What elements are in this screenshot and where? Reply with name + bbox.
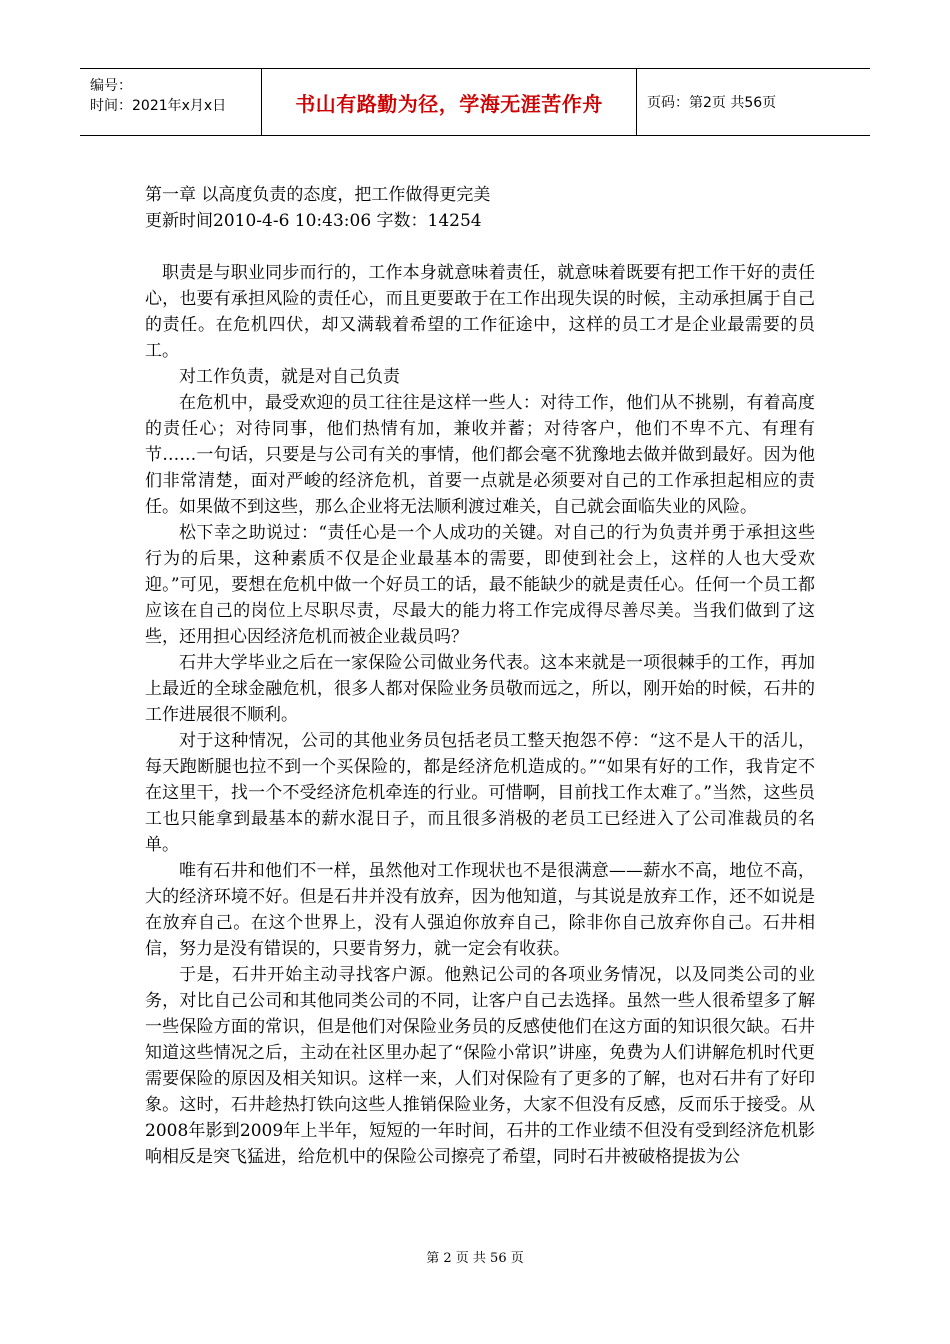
header-meta-cell (80, 69, 262, 135)
header-page-cell (637, 69, 870, 135)
section-heading: 对工作负责，就是对自己负责 (179, 367, 400, 387)
paragraph: 于是，石井开始主动寻找客户源。他熟记公司的各项业务情况，以及同类公司的业务，对比自己公司和其他同类公司的不同，让客户自己去选择。虽然一些人很希望多了解一些保险方面的常识，但是他们对保险业务员的反感使他们在这方面的知识很欠缺。石井知道这些情况之后，主动在社区里办起了“保险小常识”讲座，免费为人们讲解危机时代更需要保险的原因及相关知识。这样一来，人们对保险有了更多的了解，也对石井有了好印象。这时，石井趁热打铁向这些人推销保险业务，大家不但没有反感，反而乐于接受。从2008年影到2009年上半年，短短的一年时间，石井的工作业绩不但没有受到经济危机影响相反是突飞猛进，给危机中的保险公司擦亮了希望，同时石井被破格提拔为公 (145, 965, 815, 1167)
paragraph: 唯有石井和他们不一样，虽然他对工作现状也不是很满意——薪水不高，地位不高，大的经济环境不好。但是石井并没有放弃，因为他知道，与其说是放弃工作，还不如说是在放弃自己。在这个世界上，没有人强迫你放弃自己，除非你自己放弃你自己。石井相信，努力是没有错误的，只要肯努力，就一定会有收获。 (145, 861, 815, 959)
paragraph: 职责是与职业同步而行的，工作本身就意味着责任，就意味着既要有把工作干好的责任心，也要有承担风险的责任心，而且更要敢于在工作出现失误的时候，主动承担属于自己的责任。在危机四伏，却又满载着希望的工作征途中，这样的员工才是企业最需要的员工。 (145, 263, 815, 361)
header-motto-cell (262, 69, 637, 135)
page-header (80, 68, 870, 136)
paragraph: 松下幸之助说过：“责任心是一个人成功的关键。对自己的行为负责并勇于承担这些行为的后果，这种素质不仅是企业最基本的需要，即使到社会上，这样的人也大受欢迎。”可见，要想在危机中做一个好员工的话，最不能缺少的就是责任心。任何一个员工都应该在自己的岗位上尽职尽责，尽最大的能力将工作完成得尽善尽美。当我们做到了这些，还用担心因经济危机而被企业裁员吗？ (145, 523, 815, 647)
footer-page-number: 第 2 页 共 56 页 (426, 1251, 524, 1266)
page-footer (0, 1247, 950, 1266)
paragraph: 对于这种情况，公司的其他业务员包括老员工整天抱怨不停：“这不是人干的活儿，每天跑断腿也拉不到一个买保险的，都是经济危机造成的。”“如果有好的工作，我肯定不在这里干，找一个不受经济危机牵连的行业。可惜啊，目前找工作太难了。”当然，这些员工也只能拿到最基本的薪水混日子，而且很多消极的老员工已经进入了公司准裁员的名单。 (145, 731, 815, 855)
header-page-info: 页码：第2页 共56页 (647, 95, 777, 111)
time-label: 时间：2021年x月x日 (90, 98, 227, 114)
paragraph: 在危机中，最受欢迎的员工往往是这样一些人：对待工作，他们从不挑剔，有着高度的责任心；对待同事，他们热情有加，兼收并蓄；对待客户，他们不卑不亢、有理有节……一句话，只要是与公司有关的事情，他们都会毫不犹豫地去做并做到最好。因为他们非常清楚，面对严峻的经济危机，首要一点就是必须要对自己的工作承担起相应的责任。如果做不到这些，那么企业将无法顺利渡过难关，自己就会面临失业的风险。 (145, 393, 815, 517)
header-motto: 书山有路勤为径，学海无涯苦作舟 (295, 91, 603, 116)
chapter-meta: 更新时间2010-4-6 10:43:06 字数：14254 (145, 211, 482, 231)
serial-label: 编号： (90, 78, 132, 94)
paragraph: 石井大学毕业之后在一家保险公司做业务代表。这本来就是一项很棘手的工作，再加上最近的全球金融危机，很多人都对保险业务员敬而远之，所以，刚开始的时候，石井的工作进展很不顺利。 (145, 653, 815, 725)
document-body (145, 182, 815, 1170)
chapter-title: 第一章 以高度负责的态度，把工作做得更完美 (145, 185, 491, 205)
